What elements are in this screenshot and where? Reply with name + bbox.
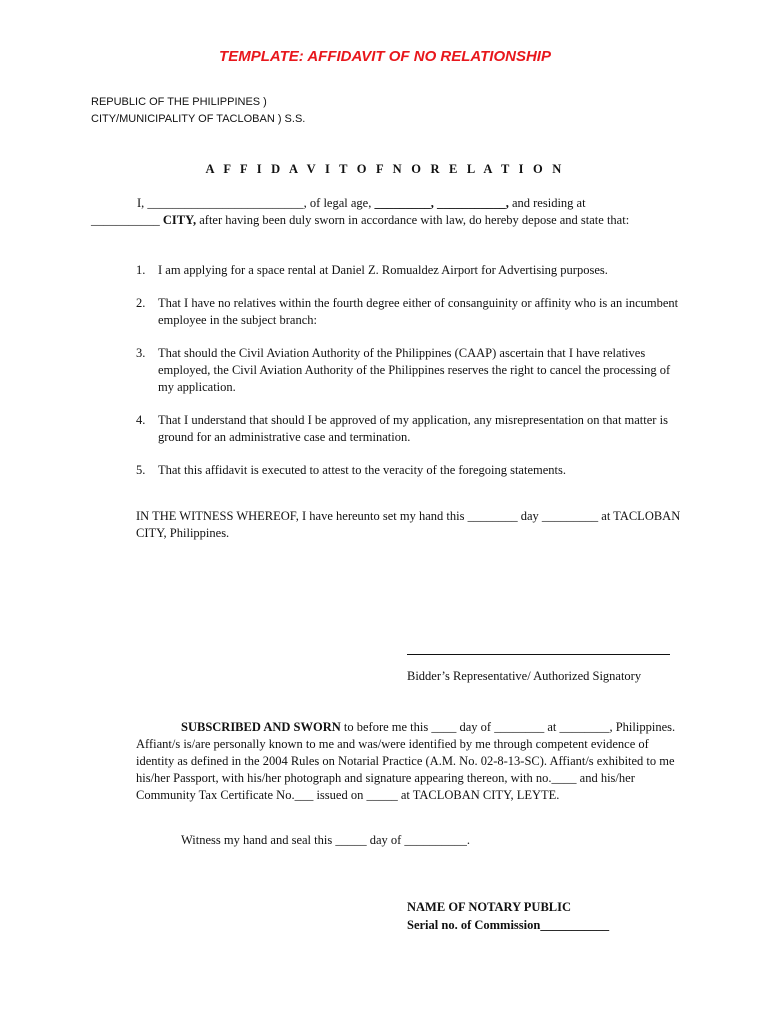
intro-status-blank: _________, ___________, <box>374 196 509 210</box>
intro-line-2 <box>91 212 679 229</box>
intro-line <box>91 195 679 212</box>
intro-paragraph <box>91 195 679 229</box>
jurat-indent <box>136 720 181 734</box>
statement-item <box>136 295 681 329</box>
signatory-label: Bidder’s Representative/ Authorized Signatory <box>407 669 642 683</box>
template-title: TEMPLATE: AFFIDAVIT OF NO RELATIONSHIP <box>219 48 551 65</box>
statement-list <box>136 262 681 495</box>
venue-city: CITY/MUNICIPALITY OF TACLOBAN ) S.S. <box>91 113 306 125</box>
venue-block <box>91 94 305 128</box>
statement-text: That should the Civil Aviation Authority of the Philippines (CAAP) ascertain that I have relatives employed, the Civil Aviation Authority of the Philippines reserves the right to cancel the processing of my application. <box>158 346 671 394</box>
statement-text: That I understand that should I be approved of my application, any misrepresentation on that matter is ground for an administrative case and termination. <box>158 413 668 444</box>
venue-republic: REPUBLIC OF THE PHILIPPINES ) <box>91 96 267 108</box>
notary-serial: Serial no. of Commission___________ <box>407 918 610 932</box>
intro-city-label: CITY, <box>162 213 197 227</box>
statement-item <box>136 345 681 396</box>
notary-witness-line: Witness my hand and seal this _____ day of __________. <box>181 833 471 847</box>
statement-number: 4. <box>136 413 146 427</box>
intro-residing: and residing at <box>508 196 586 210</box>
statement-number: 3. <box>136 346 146 360</box>
affidavit-heading: A F F I D A V I T O F N O R E L A T I O N <box>205 162 565 176</box>
statement-number: 5. <box>136 463 146 477</box>
jurat-paragraph <box>136 719 681 804</box>
witness-whereof-paragraph: IN THE WITNESS WHEREOF, I have hereunto set my hand this ________ day _________ at TACLOBAN CITY, Philippines. <box>136 509 681 540</box>
statement-text: That I have no relatives within the fourth degree either of consanguinity or affinity who is an incumbent employee in the subject branch: <box>158 296 679 327</box>
jurat-text: to before me this ____ day of ________ at ________, Philippines. Affiant/s is/are personally known to me and was/were identified by me through competent evidence of identity as defined in the 2004 Rules on Notarial Practice (A.M. No. 02-8-13-SC). Affiant/s exhibited to me his/her Passport, with his/her photograph and signature appearing thereon, with no.____ and his/her Community Tax Certificate No.___ issued on _____ at TACLOBAN CITY, LEYTE. <box>136 720 676 802</box>
statement-text: That this affidavit is executed to attest to the veracity of the foregoing statements. <box>158 463 566 477</box>
jurat-heading: SUBSCRIBED AND SWORN <box>181 720 341 734</box>
intro-sworn-text: after having been duly sworn in accordance with law, do hereby depose and state that: <box>196 213 630 227</box>
signature-line <box>407 654 670 655</box>
statement-item <box>136 412 681 446</box>
statement-number: 1. <box>136 263 146 277</box>
notary-block <box>407 898 609 934</box>
statement-text: I am applying for a space rental at Daniel Z. Romualdez Airport for Advertising purposes. <box>158 263 608 277</box>
notary-name: NAME OF NOTARY PUBLIC <box>407 900 572 914</box>
statement-item <box>136 262 681 279</box>
statement-number: 2. <box>136 296 146 310</box>
intro-name-blank: I, _________________________, of legal age, <box>137 196 375 210</box>
statement-item <box>136 462 681 479</box>
intro-city-blank: ___________ <box>91 213 163 227</box>
